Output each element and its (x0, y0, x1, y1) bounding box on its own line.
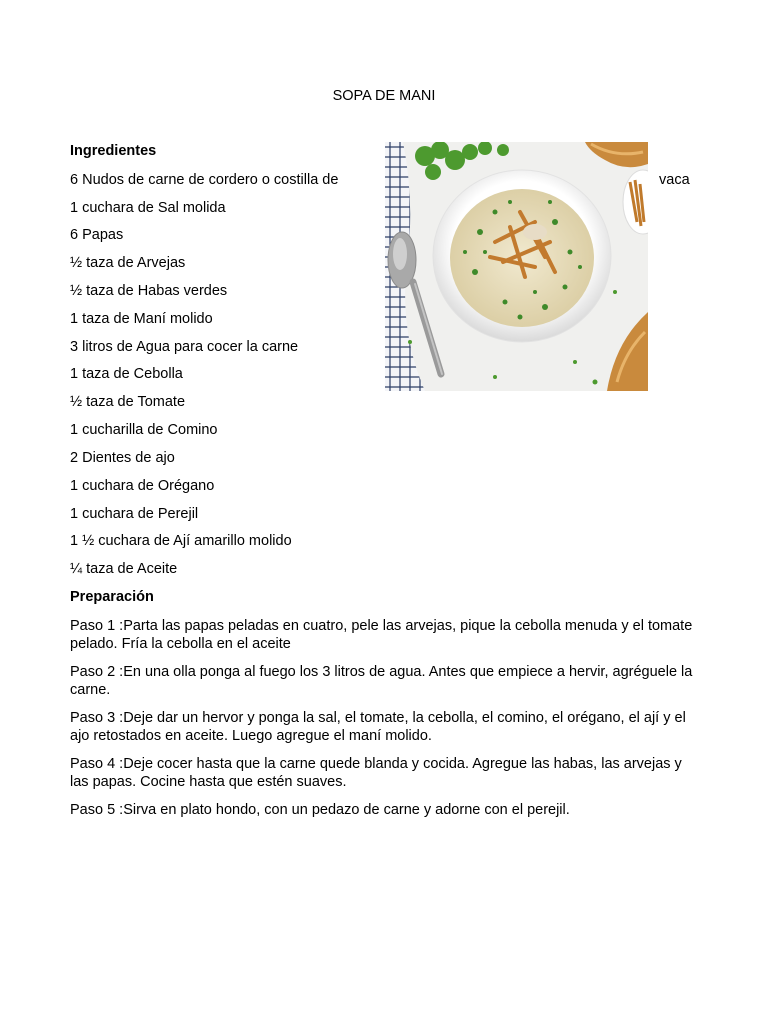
ingredient-item: 1 ½ cuchara de Ají amarillo molido (70, 533, 292, 549)
ingredient-item: 1 taza de Maní molido (70, 311, 213, 327)
preparation-step: Paso 3 :Deje dar un hervor y ponga la sal, el tomate, la cebolla, el comino, el orégano, el ají y el ajo retostados en aceite. Luego agregue el maní molido. (70, 710, 686, 744)
ingredient-item: ½ taza de Tomate (70, 394, 186, 410)
ingredient-item: 3 litros de Agua para cocer la carne (70, 339, 299, 355)
preparation-step: Paso 4 :Deje cocer hasta que la carne quede blanda y cocida. Agregue las habas, las arvejas y las papas. Cocine hasta que estén suaves. (70, 756, 682, 790)
preparation-step: Paso 2 :En una olla ponga al fuego los 3 litros de agua. Antes que empiece a hervir, agréguele la carne. (70, 664, 693, 698)
ingredient-item: 6 Papas (70, 227, 124, 243)
preparation-step: Paso 5 :Sirva en plato hondo, con un pedazo de carne y adorne con el perejil. (70, 802, 570, 818)
ingredients-heading: Ingredientes (70, 143, 157, 159)
ingredient-item: 1 cuchara de Orégano (70, 478, 215, 494)
ingredient-item: 1 taza de Cebolla (70, 366, 183, 382)
ingredient-item: ½ taza de Arvejas (70, 255, 186, 271)
ingredient-item: ½ taza de Habas verdes (70, 283, 228, 299)
ingredient-item: 1 cuchara de Perejil (70, 506, 199, 522)
ingredient-item-suffix: vaca (659, 172, 690, 188)
document-title: SOPA DE MANI (332, 88, 436, 104)
ingredient-item: 2 Dientes de ajo (70, 450, 175, 466)
ingredient-item: ¼ taza de Aceite (70, 561, 178, 577)
ingredient-item: 1 cucharilla de Comino (70, 422, 218, 438)
preparation-step: Paso 1 :Parta las papas peladas en cuatro, pele las arvejas, pique la cebolla menuda y el tomate pelado. Fría la cebolla en el aceite (70, 618, 693, 652)
soup-photo (385, 142, 648, 391)
ingredient-item: 6 Nudos de carne de cordero o costilla de (70, 172, 339, 188)
preparation-heading: Preparación (70, 589, 154, 605)
ingredient-item: 1 cuchara de Sal molida (70, 200, 226, 216)
